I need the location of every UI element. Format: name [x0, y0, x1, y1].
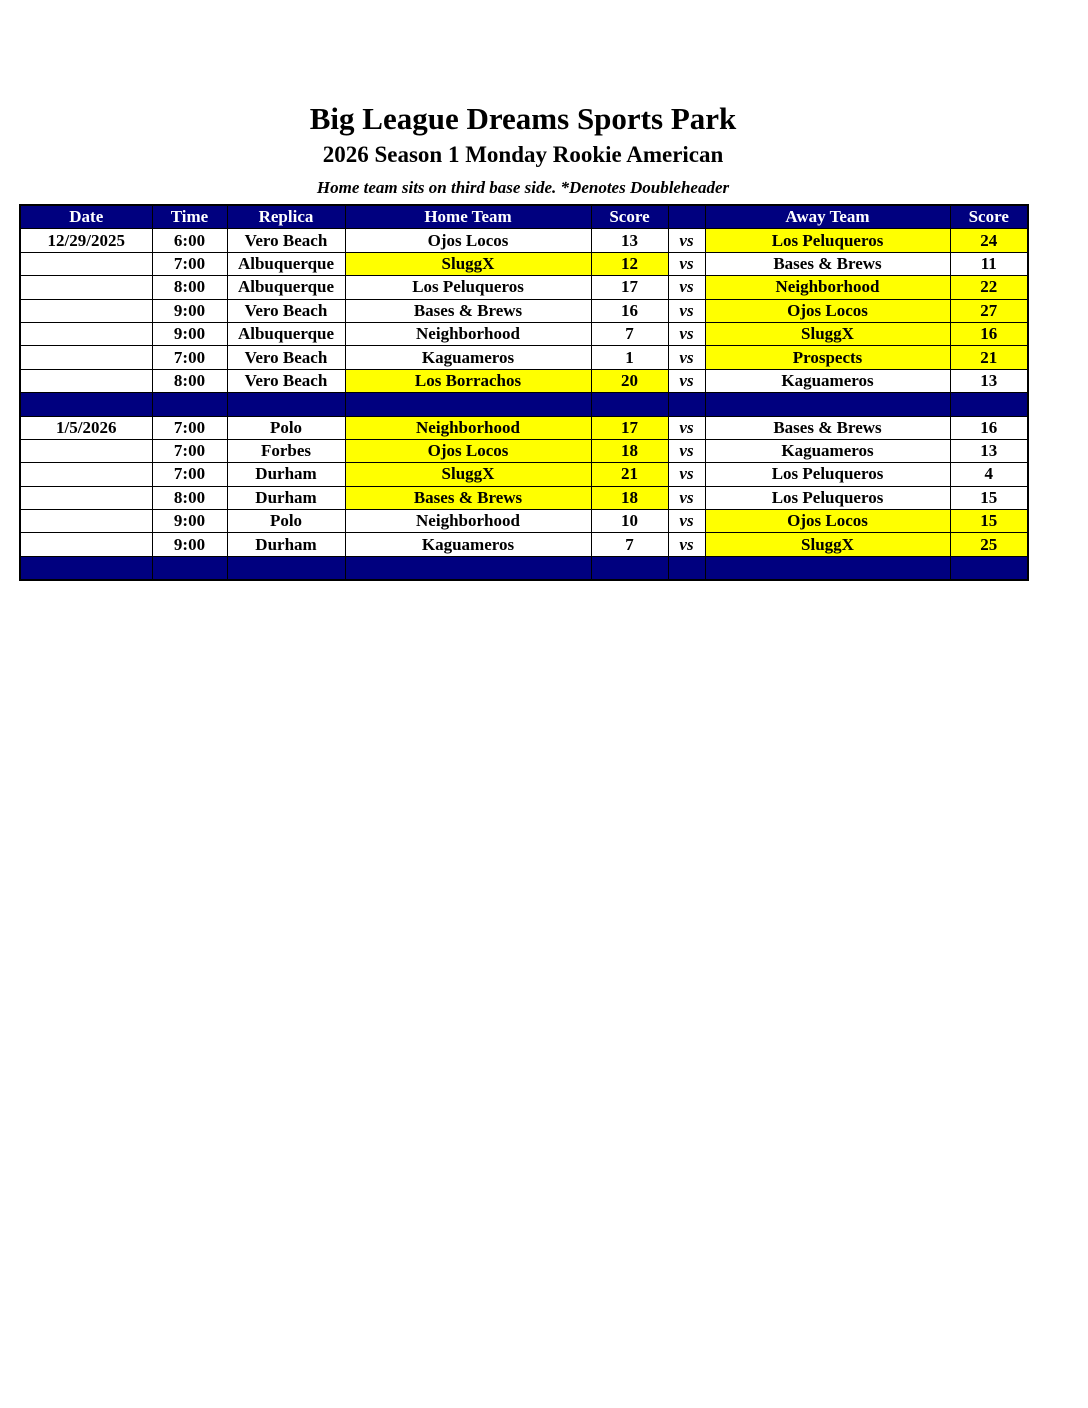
game-row [20, 229, 1028, 252]
away-score: 16 [950, 416, 1028, 439]
home-score: 18 [591, 486, 668, 509]
game-date: 1/5/2026 [20, 416, 152, 439]
game-time: 8:00 [152, 486, 227, 509]
game-field: Forbes [227, 439, 345, 462]
game-row [20, 486, 1028, 509]
game-row [20, 510, 1028, 533]
page-subtitle: 2026 Season 1 Monday Rookie American [322, 142, 724, 167]
vs-label: vs [668, 369, 705, 392]
game-field: Albuquerque [227, 252, 345, 275]
vs-label: vs [668, 346, 705, 369]
home-score: 16 [591, 299, 668, 322]
home-team: Los Peluqueros [345, 276, 591, 299]
home-score: 10 [591, 510, 668, 533]
home-score: 21 [591, 463, 668, 486]
away-team: Neighborhood [705, 276, 950, 299]
away-score: 24 [950, 229, 1028, 252]
home-team: Kaguameros [345, 346, 591, 369]
away-team: Prospects [705, 346, 950, 369]
game-field: Vero Beach [227, 369, 345, 392]
game-row [20, 252, 1028, 275]
away-team: Kaguameros [705, 369, 950, 392]
schedule-table [19, 204, 1029, 581]
game-row [20, 533, 1028, 556]
separator-cell [227, 393, 345, 416]
separator-cell [345, 393, 591, 416]
game-time: 8:00 [152, 369, 227, 392]
separator-cell [668, 393, 705, 416]
schedule-body [20, 229, 1028, 580]
away-score: 15 [950, 486, 1028, 509]
game-field: Durham [227, 486, 345, 509]
separator-cell [668, 556, 705, 580]
away-team: Los Peluqueros [705, 463, 950, 486]
game-row [20, 322, 1028, 345]
column-header-away-score: Score [950, 205, 1028, 229]
home-team: Bases & Brews [345, 486, 591, 509]
game-date [20, 322, 152, 345]
vs-label: vs [668, 299, 705, 322]
game-time: 9:00 [152, 533, 227, 556]
home-team: Ojos Locos [345, 439, 591, 462]
separator-cell [152, 393, 227, 416]
vs-label: vs [668, 510, 705, 533]
separator-cell [591, 556, 668, 580]
game-row [20, 346, 1028, 369]
game-field: Albuquerque [227, 322, 345, 345]
home-team: Ojos Locos [345, 229, 591, 252]
away-score: 15 [950, 510, 1028, 533]
game-time: 7:00 [152, 439, 227, 462]
separator-cell [705, 393, 950, 416]
column-header-home-team: Home Team [345, 205, 591, 229]
away-score: 22 [950, 276, 1028, 299]
game-row [20, 299, 1028, 322]
game-time: 9:00 [152, 322, 227, 345]
game-field: Durham [227, 533, 345, 556]
away-score: 21 [950, 346, 1028, 369]
home-team: Neighborhood [345, 416, 591, 439]
away-score: 13 [950, 439, 1028, 462]
home-score: 17 [591, 416, 668, 439]
home-team: Bases & Brews [345, 299, 591, 322]
vs-label: vs [668, 322, 705, 345]
game-field: Vero Beach [227, 229, 345, 252]
separator-cell [227, 556, 345, 580]
vs-label: vs [668, 416, 705, 439]
home-score: 13 [591, 229, 668, 252]
game-date [20, 439, 152, 462]
away-score: 11 [950, 252, 1028, 275]
game-field: Albuquerque [227, 276, 345, 299]
game-field: Polo [227, 416, 345, 439]
game-date [20, 486, 152, 509]
game-field: Durham [227, 463, 345, 486]
week-separator-row [20, 556, 1028, 580]
game-time: 7:00 [152, 346, 227, 369]
separator-cell [591, 393, 668, 416]
vs-label: vs [668, 463, 705, 486]
game-date [20, 510, 152, 533]
away-team: SluggX [705, 322, 950, 345]
home-score: 7 [591, 322, 668, 345]
game-time: 7:00 [152, 416, 227, 439]
game-date [20, 276, 152, 299]
home-score: 7 [591, 533, 668, 556]
game-field: Vero Beach [227, 299, 345, 322]
game-row [20, 416, 1028, 439]
home-score: 1 [591, 346, 668, 369]
separator-cell [705, 556, 950, 580]
column-header-date: Date [20, 205, 152, 229]
game-field: Vero Beach [227, 346, 345, 369]
away-team: Los Peluqueros [705, 229, 950, 252]
game-date [20, 369, 152, 392]
page-title: Big League Dreams Sports Park [309, 101, 737, 136]
vs-label: vs [668, 439, 705, 462]
column-header-vs [668, 205, 705, 229]
game-row [20, 276, 1028, 299]
home-team: Neighborhood [345, 510, 591, 533]
away-team: Bases & Brews [705, 416, 950, 439]
schedule-note: Home team sits on third base side. *Denotes Doubleheader [316, 178, 730, 197]
separator-cell [950, 556, 1028, 580]
vs-label: vs [668, 276, 705, 299]
game-date [20, 463, 152, 486]
separator-cell [345, 556, 591, 580]
game-time: 7:00 [152, 463, 227, 486]
header-row [20, 205, 1028, 229]
game-time: 6:00 [152, 229, 227, 252]
game-time: 7:00 [152, 252, 227, 275]
column-header-time: Time [152, 205, 227, 229]
column-header-replica: Replica [227, 205, 345, 229]
vs-label: vs [668, 533, 705, 556]
away-team: Los Peluqueros [705, 486, 950, 509]
away-score: 16 [950, 322, 1028, 345]
home-score: 20 [591, 369, 668, 392]
game-row [20, 463, 1028, 486]
separator-cell [20, 393, 152, 416]
game-time: 9:00 [152, 299, 227, 322]
away-team: Ojos Locos [705, 299, 950, 322]
away-score: 13 [950, 369, 1028, 392]
home-score: 12 [591, 252, 668, 275]
away-score: 25 [950, 533, 1028, 556]
vs-label: vs [668, 252, 705, 275]
away-team: Ojos Locos [705, 510, 950, 533]
separator-cell [152, 556, 227, 580]
away-team: SluggX [705, 533, 950, 556]
game-date [20, 533, 152, 556]
game-field: Polo [227, 510, 345, 533]
game-row [20, 439, 1028, 462]
away-score: 27 [950, 299, 1028, 322]
column-header-home-score: Score [591, 205, 668, 229]
vs-label: vs [668, 229, 705, 252]
away-team: Kaguameros [705, 439, 950, 462]
separator-cell [950, 393, 1028, 416]
game-date: 12/29/2025 [20, 229, 152, 252]
home-team: Los Borrachos [345, 369, 591, 392]
game-row [20, 369, 1028, 392]
game-time: 9:00 [152, 510, 227, 533]
away-score: 4 [950, 463, 1028, 486]
home-team: Kaguameros [345, 533, 591, 556]
game-date [20, 252, 152, 275]
column-header-away-team: Away Team [705, 205, 950, 229]
home-team: SluggX [345, 252, 591, 275]
game-time: 8:00 [152, 276, 227, 299]
vs-label: vs [668, 486, 705, 509]
home-score: 18 [591, 439, 668, 462]
home-team: SluggX [345, 463, 591, 486]
game-date [20, 346, 152, 369]
separator-cell [20, 556, 152, 580]
home-team: Neighborhood [345, 322, 591, 345]
week-separator-row [20, 393, 1028, 416]
away-team: Bases & Brews [705, 252, 950, 275]
game-date [20, 299, 152, 322]
home-score: 17 [591, 276, 668, 299]
